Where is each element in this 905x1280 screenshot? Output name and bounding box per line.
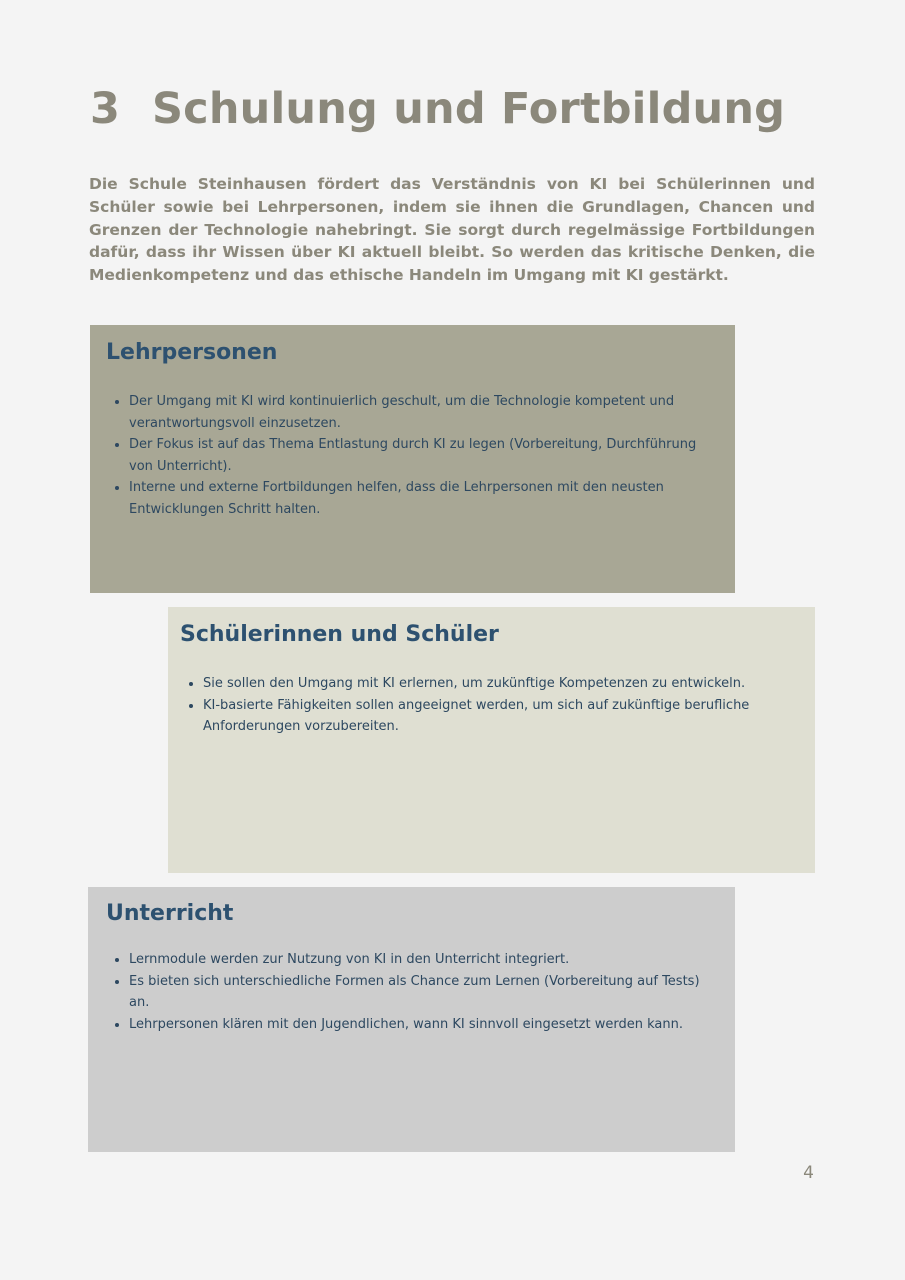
list-item: • Lernmodule werden zur Nutzung von KI in den Unterricht integriert.	[129, 949, 717, 971]
lehrpersonen-box	[90, 325, 735, 593]
list-item: • Sie sollen den Umgang mit KI erlernen, um zukünftige Kompetenzen zu entwickeln.	[203, 673, 803, 695]
unterricht-list	[106, 949, 717, 1035]
lehrpersonen-list	[106, 391, 719, 521]
section-number: 3	[90, 84, 121, 134]
schueler-title: Schülerinnen und Schüler	[180, 622, 499, 647]
list-item: • Interne und externe Fortbildungen helfen, dass die Lehrpersonen mit den neusten Entwicklungen Schritt halten.	[129, 477, 719, 520]
list-item: • KI-basierte Fähigkeiten sollen angeeignet werden, um sich auf zukünftige berufliche Anforderungen vorzubereiten.	[203, 695, 803, 738]
schueler-list	[180, 673, 803, 738]
page-number: 4	[803, 1163, 814, 1183]
list-item: • Der Umgang mit KI wird kontinuierlich geschult, um die Technologie kompetent und verantwortungsvoll einzusetzen.	[129, 391, 719, 434]
section-title: Schulung und Fortbildung	[152, 84, 786, 134]
list-item: • Lehrpersonen klären mit den Jugendlichen, wann KI sinnvoll eingesetzt werden kann.	[129, 1014, 717, 1036]
intro-paragraph: Die Schule Steinhausen fördert das Verständnis von KI bei Schülerinnen und Schüler sowie bei Lehrpersonen, indem sie ihnen die Grundlagen, Chancen und Grenzen der Technologie nahebringt. Sie sorgt durch regelmässige Fortbildungen dafür, dass ihr Wissen über KI aktuell bleibt. So werden das kritische Denken, die Medienkompetenz und das ethische Handeln im Umgang mit KI gestärkt.	[89, 175, 815, 285]
unterricht-box	[88, 887, 735, 1152]
unterricht-title: Unterricht	[106, 901, 234, 926]
lehrpersonen-title: Lehrpersonen	[106, 340, 278, 365]
schueler-box	[168, 607, 815, 873]
page-heading	[90, 84, 785, 134]
list-item: • Der Fokus ist auf das Thema Entlastung durch KI zu legen (Vorbereitung, Durchführung von Unterricht).	[129, 434, 719, 477]
list-item: • Es bieten sich unterschiedliche Formen als Chance zum Lernen (Vorbereitung auf Tests) an.	[129, 971, 717, 1014]
